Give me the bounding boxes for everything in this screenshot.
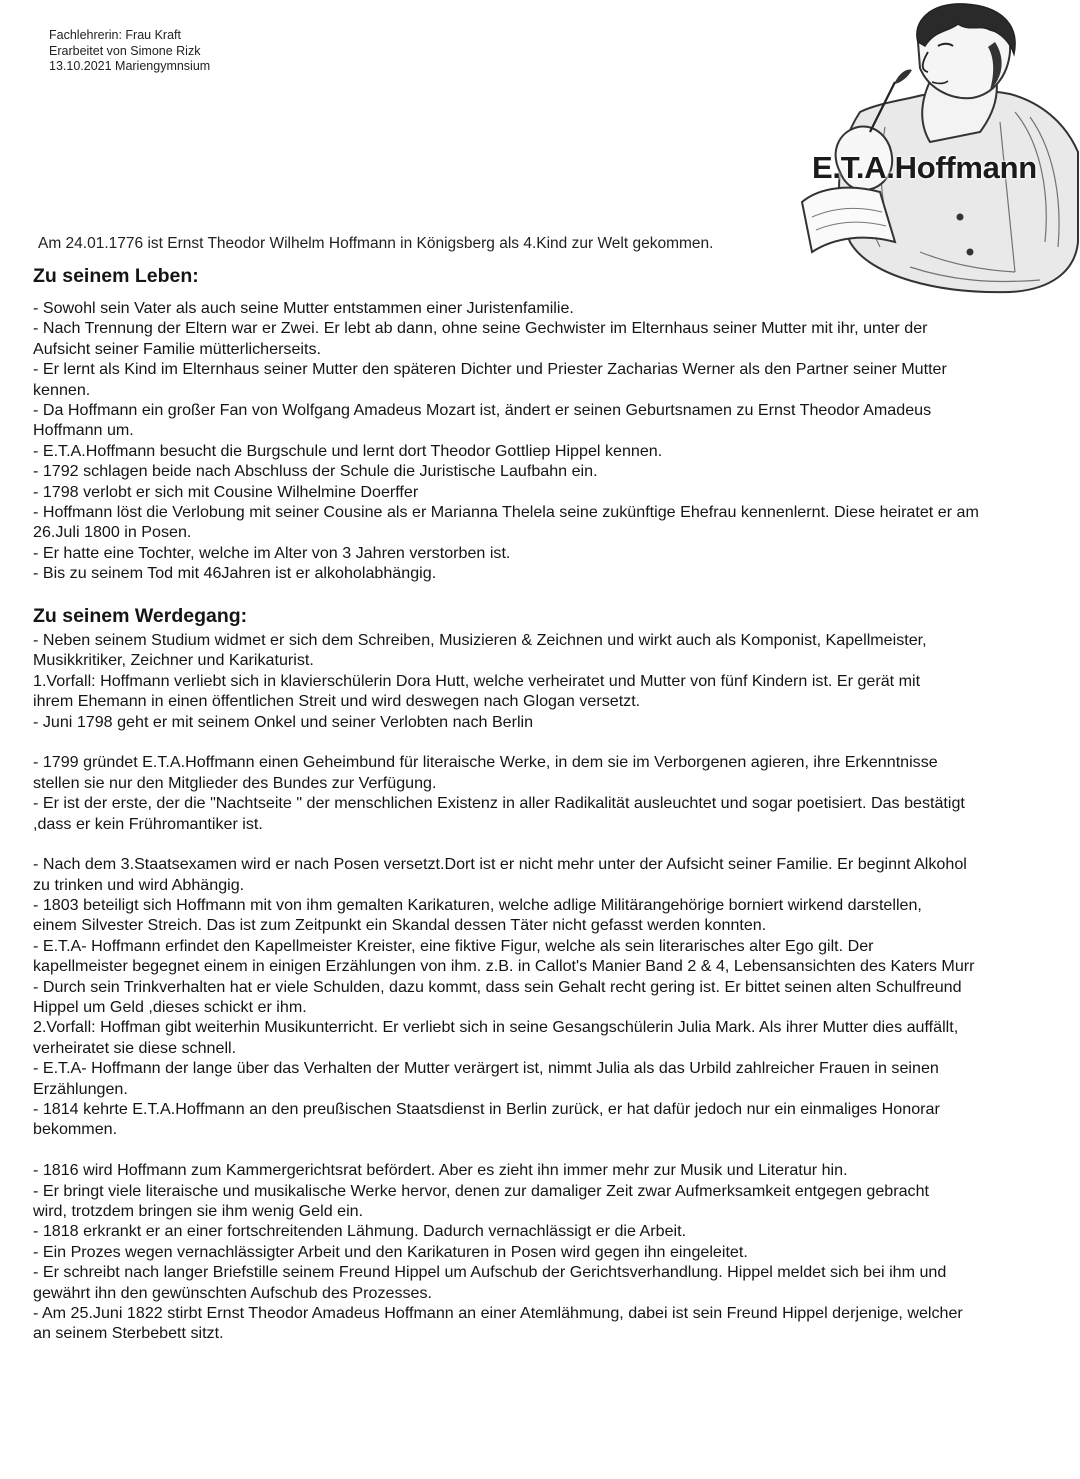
text-line: Musikkritiker, Zeichner und Karikaturist. <box>33 651 314 670</box>
text-line: - Sowohl sein Vater als auch seine Mutter entstammen einer Juristenfamilie. <box>33 299 574 317</box>
text-line: - 1798 verlobt er sich mit Cousine Wilhelmine Doerffer <box>33 482 419 501</box>
section-heading-leben: Zu seinem Leben: <box>33 265 199 287</box>
meta-date-school: 13.10.2021 Mariengymnsium <box>49 59 211 73</box>
text-line: - 1814 kehrte E.T.A.Hoffmann an den preußischen Staatsdienst in Berlin zurück, er hat dafür jedoch nur ein einmaliges Honorar <box>33 1099 940 1118</box>
text-line: kapellmeister begegnet einem in einigen Erzählungen von ihm. z.B. in Callot's Manier Band 2 & 4, Lebensansichten des Katers Murr <box>33 957 975 976</box>
text-line: Erzählungen. <box>33 1079 128 1098</box>
text-line: kennen. <box>33 380 91 399</box>
text-line: - 1816 wird Hoffmann zum Kammergerichtsrat befördert. Aber es zieht ihn immer mehr zur Musik und Literatur hin. <box>33 1161 848 1180</box>
text-line: Hoffmann um. <box>33 421 134 440</box>
text-line: - 1792 schlagen beide nach Abschluss der Schule die Juristische Laufbahn ein. <box>33 462 598 481</box>
text-line: - Er lernt als Kind im Elternhaus seiner Mutter den späteren Dichter und Priester Zacharias Werner als den Partner seiner Mutter <box>33 360 947 379</box>
section-heading-werdegang: Zu seinem Werdegang: <box>33 605 248 627</box>
text-line: - E.T.A.Hoffmann besucht die Burgschule und lernt dort Theodor Gottliep Hippel kennen. <box>33 441 663 460</box>
text-line: - Bis zu seinem Tod mit 46Jahren ist er alkoholabhängig. <box>33 564 437 583</box>
paragraph-gap <box>33 1140 1078 1160</box>
text-line: - Da Hoffmann ein großer Fan von Wolfgang Amadeus Mozart ist, ändert er seinen Geburtsnamen zu Ernst Theodor Amadeus <box>33 400 932 419</box>
text-line: an seinem Sterbebett sitzt. <box>33 1324 224 1343</box>
text-line: zu trinken und wird Abhängig. <box>33 875 245 894</box>
text-line: stellen sie nur den Mitglieder des Bundes zur Verfügung. <box>33 773 437 792</box>
text-line: - 1803 beteiligt sich Hoffmann mit von ihm gemalten Karikaturen, welche adlige Militärangehörige borniert wirkend darstellen, <box>33 896 922 915</box>
text-line: - Neben seinem Studium widmet er sich dem Schreiben, Musizieren & Zeichnen und wirkt auch als Komponist, Kapellmeister, <box>33 631 927 649</box>
page-title: E.T.A.Hoffmann <box>812 150 1037 185</box>
meta-author: Erarbeitet von Simone Rizk <box>49 43 201 58</box>
text-line: - Er schreibt nach langer Briefstille seinem Freund Hippel um Aufschub der Gerichtsverhandlung. Hippel meldet sich bei ihm und <box>33 1263 947 1282</box>
text-line: 1.Vorfall: Hoffmann verliebt sich in klavierschülerin Dora Hutt, welche verheiratet und Mutter von fünf Kindern ist. Er gerät mit <box>33 671 921 690</box>
text-line: - Juni 1798 geht er mit seinem Onkel und seiner Verlobten nach Berlin <box>33 712 534 731</box>
text-line: - Durch sein Trinkverhalten hat er viele Schulden, dazu kommt, dass sein Gehalt recht gering ist. Er bittet seinen alten Schulfreund <box>33 977 962 996</box>
text-line: - Am 25.Juni 1822 stirbt Ernst Theodor Amadeus Hoffmann an einer Atemlähmung, dabei ist sein Freund Hippel derjenige, welcher <box>33 1303 963 1322</box>
meta-teacher: Fachlehrerin: Frau Kraft <box>49 28 181 42</box>
text-line: - Nach Trennung der Eltern war er Zwei. Er lebt ab dann, ohne seine Gechwister im Elternhaus seiner Mutter mit ihr, unter der <box>33 319 928 338</box>
text-line: - E.T.A- Hoffmann der lange über das Verhalten der Mutter verärgert ist, nimmt Julia als das Urbild zahlreicher Frauen in seinen <box>33 1059 939 1078</box>
leben-section <box>33 298 1078 583</box>
text-line: - Nach dem 3.Staatsexamen wird er nach Posen versetzt.Dort ist er nicht mehr unter der Aufsicht seiner Familie. Er beginnt Alkohol <box>33 855 967 874</box>
paragraph-gap <box>33 732 1078 752</box>
text-line: - E.T.A- Hoffmann erfindet den Kapellmeister Kreister, eine fiktive Figur, welche als sein literarisches alter Ego gilt. Der <box>33 936 874 955</box>
text-line: ,dass er kein Frühromantiker ist. <box>33 814 263 833</box>
text-line: gewährt ihn den gewünschten Aufschub des Prozesses. <box>33 1283 433 1302</box>
text-line: 26.Juli 1800 in Posen. <box>33 523 192 542</box>
text-line: - Hoffmann löst die Verlobung mit seiner Cousine als er Marianna Thelela seine zukünftige Ehefrau kennenlernt. Diese heiratet er am <box>33 502 979 521</box>
text-line: - Ein Prozes wegen vernachlässigter Arbeit und den Karikaturen in Posen wird gegen ihn eingeleitet. <box>33 1242 748 1261</box>
text-line: - 1818 erkrankt er an einer fortschreitenden Lähmung. Dadurch vernachlässigt er die Arbeit. <box>33 1222 687 1241</box>
text-line: 2.Vorfall: Hoffman gibt weiterhin Musikunterricht. Er verliebt sich in seine Gesangschülerin Julia Mark. Als ihrer Mutter dies auffällt, <box>33 1018 959 1037</box>
text-line: - Er hatte eine Tochter, welche im Alter von 3 Jahren verstorben ist. <box>33 543 511 562</box>
text-line: Hippel um Geld ,dieses schickt er ihm. <box>33 998 307 1017</box>
text-line: wird, trotzdem bringen sie ihm wenig Geld ein. <box>33 1201 364 1220</box>
text-line: Aufsicht seiner Familie mütterlicherseits. <box>33 339 321 358</box>
text-line: - Er bringt viele literaische und musikalische Werke hervor, denen zur damaliger Zeit zwar Aufmerksamkeit entgegen gebracht <box>33 1181 930 1200</box>
text-line: ihrem Ehemann in einen öffentlichen Streit und wird deswegen nach Glogan versetzt. <box>33 692 641 711</box>
document-meta <box>49 28 210 75</box>
werdegang-section <box>33 630 1078 1344</box>
text-line: einem Silvester Streich. Das ist zum Zeitpunkt ein Skandal dessen Täter nicht gefasst werden konnten. <box>33 916 767 935</box>
text-line: - 1799 gründet E.T.A.Hoffmann einen Geheimbund für literaische Werke, in dem sie im Verborgenen agieren, ihre Erkenntnisse <box>33 753 938 772</box>
text-line: bekommen. <box>33 1120 118 1139</box>
paragraph-gap <box>33 834 1078 854</box>
text-line: - Er ist der erste, der die "Nachtseite " der menschlichen Existenz in aller Radikalität ausleuchtet und sogar poetisiert. Das bestätigt <box>33 794 965 813</box>
intro-paragraph: Am 24.01.1776 ist Ernst Theodor Wilhelm Hoffmann in Königsberg als 4.Kind zur Welt gekommen. <box>38 235 714 252</box>
text-line: verheiratet sie diese schnell. <box>33 1038 237 1057</box>
